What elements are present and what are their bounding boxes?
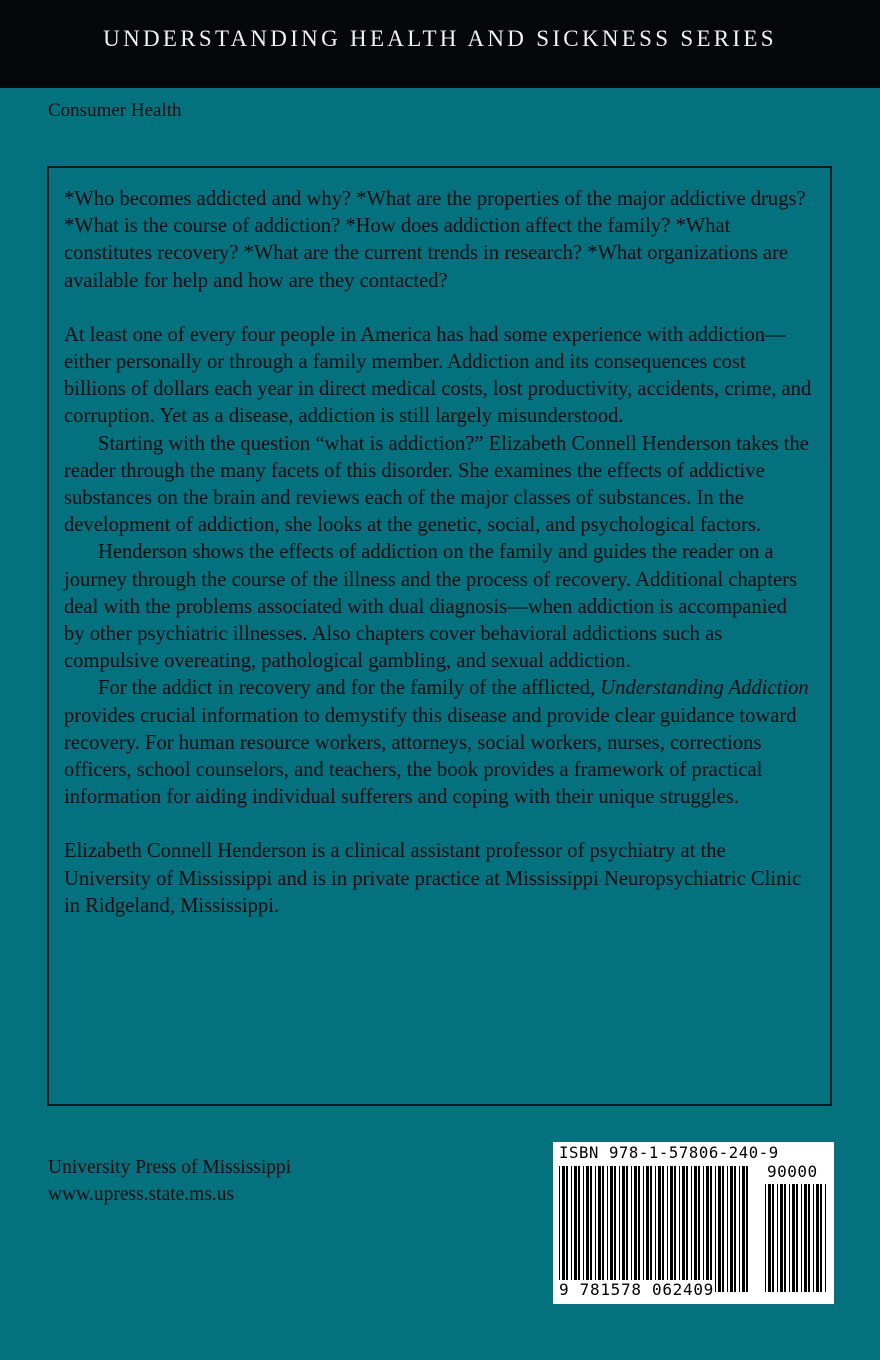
barcode-bar xyxy=(789,1184,790,1292)
book-title: Understanding Addiction xyxy=(600,677,809,700)
category-label: Consumer Health xyxy=(48,100,182,121)
paragraph-family: Henderson shows the effects of addiction on the family and guides the reader on a journey through the course of the illness and the process of recovery. Additional chapters deal with the problems associated with dual diagnosis—when addiction is accompanied by other psychiatric illnesses. Also chapters cover behavioral addictions such as compulsive overeating, pathological gambling, and sexual addiction. xyxy=(64,541,797,673)
barcode-bar xyxy=(703,1166,704,1292)
barcode-bar xyxy=(765,1184,766,1292)
description-box xyxy=(47,166,832,1106)
barcode-bar xyxy=(813,1184,814,1292)
barcode-bar xyxy=(694,1166,697,1292)
barcode-bar xyxy=(816,1184,819,1292)
barcode-bar xyxy=(574,1166,577,1292)
barcode-panel xyxy=(553,1142,834,1304)
barcode-bar xyxy=(674,1166,676,1292)
barcode-bar xyxy=(746,1166,748,1292)
barcode-bar xyxy=(602,1166,604,1292)
barcode-bar xyxy=(691,1166,692,1292)
barcode-bar xyxy=(578,1166,580,1292)
barcode-bar xyxy=(739,1166,740,1292)
audience-rest: provides crucial information to demystify this disease and provide clear guidance toward recovery. For human resource workers, attorneys, social workers, nurses, corrections officers, school counselors, and teachers, the book provides a framework of practical information for aiding individual sufferers and coping with their unique struggles. xyxy=(64,704,797,809)
barcode-bar xyxy=(667,1166,668,1292)
barcode-bar xyxy=(610,1166,613,1292)
barcode-bar xyxy=(598,1166,601,1292)
barcode-bar xyxy=(792,1184,795,1292)
barcode-bar xyxy=(634,1166,637,1292)
barcode-bar xyxy=(559,1166,560,1292)
paragraph-intro: At least one of every four people in America has had some experience with addiction—either personally or through a family member. Addiction and its consequences cost billions of dollars each year in direct medical costs, lost productivity, accidents, crime, and corruption. Yet as a disease, addiction is still largely misunderstood. xyxy=(64,323,812,428)
barcode-bar xyxy=(679,1166,680,1292)
barcode-bar xyxy=(626,1166,628,1292)
barcode-bar xyxy=(583,1166,584,1292)
barcode-bar xyxy=(595,1166,596,1292)
barcode-bar xyxy=(718,1166,721,1292)
barcode-bar xyxy=(662,1166,664,1292)
barcode-bar xyxy=(638,1166,640,1292)
barcode-bar xyxy=(768,1184,771,1292)
barcode-bar xyxy=(650,1166,652,1292)
barcode-bar xyxy=(566,1166,568,1292)
series-banner xyxy=(0,0,880,88)
barcode-bar xyxy=(607,1166,608,1292)
publisher-name: University Press of Mississippi xyxy=(48,1157,292,1178)
barcode-bar xyxy=(590,1166,592,1292)
price-code: 90000 xyxy=(767,1162,818,1181)
barcode-digits: 9 781578 062409 xyxy=(559,1280,714,1299)
isbn-label: ISBN 978-1-57806-240-9 xyxy=(559,1144,779,1162)
barcode-bar xyxy=(646,1166,649,1292)
barcode-bar xyxy=(727,1166,728,1292)
author-bio: Elizabeth Connell Henderson is a clinical assistant professor of psychiatry at the University of Mississippi and is in private practice at Mississippi Neuropsychiatric Clinic in Ridgeland, Mississippi. xyxy=(64,840,802,917)
barcode-bar xyxy=(686,1166,688,1292)
barcode-bar xyxy=(730,1166,733,1292)
barcode-bar xyxy=(706,1166,709,1292)
barcode-bar xyxy=(734,1166,736,1292)
barcode-bar xyxy=(780,1184,783,1292)
barcode-bar xyxy=(698,1166,700,1292)
publisher-url[interactable]: www.upress.state.ms.us xyxy=(48,1184,235,1205)
paragraph-audience xyxy=(64,675,812,811)
barcode-bar xyxy=(682,1166,685,1292)
key-questions: *Who becomes addicted and why? *What are the properties of the major addictive drugs? *What is the course of addiction? *How does addiction affect the family? *What constitutes recovery? *What are the current trends in research? *What organizations are available for help and how are they contacted? xyxy=(64,188,806,292)
barcode-bar xyxy=(614,1166,616,1292)
barcode-bar xyxy=(643,1166,644,1292)
barcode-bar xyxy=(562,1166,565,1292)
barcode-bar xyxy=(571,1166,572,1292)
barcode-bar xyxy=(658,1166,661,1292)
barcode-bar xyxy=(655,1166,656,1292)
barcode-bar xyxy=(619,1166,620,1292)
series-title: UNDERSTANDING HEALTH AND SICKNESS SERIES xyxy=(103,26,777,51)
publisher-info xyxy=(48,1154,291,1208)
barcode-bar xyxy=(825,1184,826,1292)
barcode-bar xyxy=(796,1184,798,1292)
barcode-bar xyxy=(820,1184,822,1292)
barcode-bar xyxy=(777,1184,778,1292)
barcode-bar xyxy=(722,1166,724,1292)
barcode-bar xyxy=(801,1184,802,1292)
paragraph-overview: Starting with the question “what is addiction?” Elizabeth Connell Henderson takes the reader through the many facets of this disorder. She examines the effects of addictive substances on the brain and reviews each of the major classes of substances. In the development of addiction, she looks at the genetic, social, and psychological factors. xyxy=(64,432,809,537)
barcode-bar xyxy=(622,1166,625,1292)
barcode-bar xyxy=(742,1166,745,1292)
barcode-bar xyxy=(784,1184,786,1292)
barcode-bar xyxy=(631,1166,632,1292)
barcode-bar xyxy=(808,1184,810,1292)
barcode-bar xyxy=(804,1184,807,1292)
audience-lead: For the addict in recovery and for the family of the afflicted, xyxy=(98,677,596,700)
barcode-bar xyxy=(715,1166,716,1292)
barcode-bar xyxy=(772,1184,774,1292)
barcode-bar xyxy=(670,1166,673,1292)
barcode-bar xyxy=(586,1166,589,1292)
barcode-bar xyxy=(710,1166,712,1292)
